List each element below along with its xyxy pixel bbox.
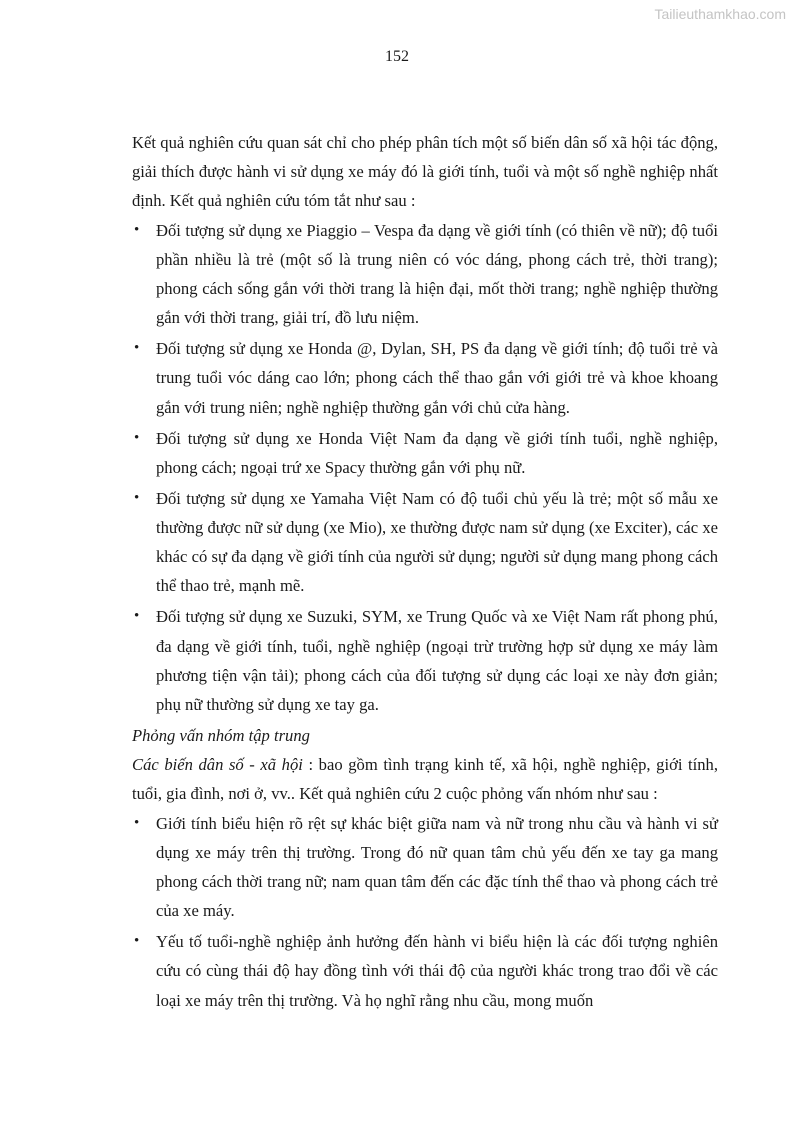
bullet-icon: • — [134, 608, 140, 625]
bullet-icon: • — [134, 221, 140, 238]
intro-paragraph: Kết quả nghiên cứu quan sát chỉ cho phép phân tích một số biến dân số xã hội tác động, giải thích được hành vi sử dụng xe máy đó là giới tính, tuổi và một số nghề nghiệp nhất định. Kết quả nghiên cứu tóm tắt như sau : — [132, 133, 718, 211]
list-item-text: Đối tượng sử dụng xe Yamaha Việt Nam có độ tuổi chủ yếu là trẻ; một số mẫu xe thường được nữ sử dụng (xe Mio), xe thường được nam sử dụng (xe Exciter), các xe khác có sự đa dạng về giới tính của người sử dụng; người sử dụng mang phong cách thể thao trẻ, mạnh mẽ. — [156, 488, 718, 596]
section-heading: Phỏng vấn nhóm tập trung — [132, 726, 310, 746]
list-item — [132, 927, 718, 1015]
bullet-icon: • — [134, 340, 140, 357]
list-item-text: Yếu tố tuổi-nghề nghiệp ảnh hưởng đến hành vi biểu hiện là các đối tượng nghiên cứu có cùng thái độ hay đồng tình với thái độ của người khác trong trao đổi về các loại xe máy trên thị trường. Và họ nghĩ rằng nhu cầu, mong muốn — [156, 932, 718, 1010]
page-content — [132, 128, 718, 1017]
list-item — [132, 216, 718, 333]
list-item-text: Đối tượng sử dụng xe Honda Việt Nam đa dạng về giới tính tuổi, nghề nghiệp, phong cách; ngoại trứ xe Spacy thường gắn với phụ nữ. — [156, 428, 718, 477]
bullet-icon: • — [134, 489, 140, 506]
list-item-text: Giới tính biểu hiện rõ rệt sự khác biệt giữa nam và nữ trong nhu cầu và hành vi sử dụng xe máy trên thị trường. Trong đó nữ quan tâm chủ yếu đến xe tay ga mang phong cách thời trang nữ; nam quan tâm đến các đặc tính thể thao và phong cách trẻ của xe máy. — [156, 813, 718, 921]
list-item-text: Đối tượng sử dụng xe Honda @, Dylan, SH, PS đa dạng về giới tính; độ tuổi trẻ và trung tuổi vóc dáng cao lớn; phong cách thể thao gắn với giới trẻ và khoe khoang gắn với trung niên; nghề nghiệp thường gắn với chủ cửa hàng. — [156, 339, 718, 417]
page-number: 152 — [385, 48, 409, 65]
bullet-icon: • — [134, 933, 140, 950]
bullet-icon: • — [134, 429, 140, 446]
watermark: Tailieuthamkhao.com — [654, 6, 786, 22]
bullet-icon: • — [134, 814, 140, 831]
demographics-paragraph — [132, 750, 718, 808]
list-item — [132, 809, 718, 926]
list-item — [132, 424, 718, 482]
list-item-text: Đối tượng sử dụng xe Piaggio – Vespa đa dạng về giới tính (có thiên về nữ); độ tuổi phần nhiều là trẻ (một số là trung niên có vóc dáng, phong cách trẻ, thời trang); phong cách sống gắn với thời trang là hiện đại, mốt thời trang; nghề nghiệp thường gắn với thời trang, giải trí, đồ lưu niệm. — [156, 220, 718, 328]
focus-group-results-list — [132, 809, 718, 1015]
demographics-text: : bao gồm tình trạng kinh tế, xã hội, nghề nghiệp, giới tính, tuổi, gia đình, nơi ở, vv.. Kết quả nghiên cứu 2 cuộc phỏng vấn nhóm như sau : — [132, 755, 719, 804]
list-item — [132, 484, 718, 601]
list-item — [132, 602, 718, 719]
observation-results-list — [132, 216, 718, 720]
list-item — [132, 334, 718, 422]
demographics-label: Các biến dân số - xã hội — [132, 755, 303, 775]
list-item-text: Đối tượng sử dụng xe Suzuki, SYM, xe Trung Quốc và xe Việt Nam rất phong phú, đa dạng về giới tính, tuổi, nghề nghiệp (ngoại trừ trường hợp sử dụng xe máy làm phương tiện vận tải); phong cách của đối tượng sử dụng các loại xe này đơn giản; phụ nữ thường sử dụng xe tay ga. — [156, 607, 718, 715]
